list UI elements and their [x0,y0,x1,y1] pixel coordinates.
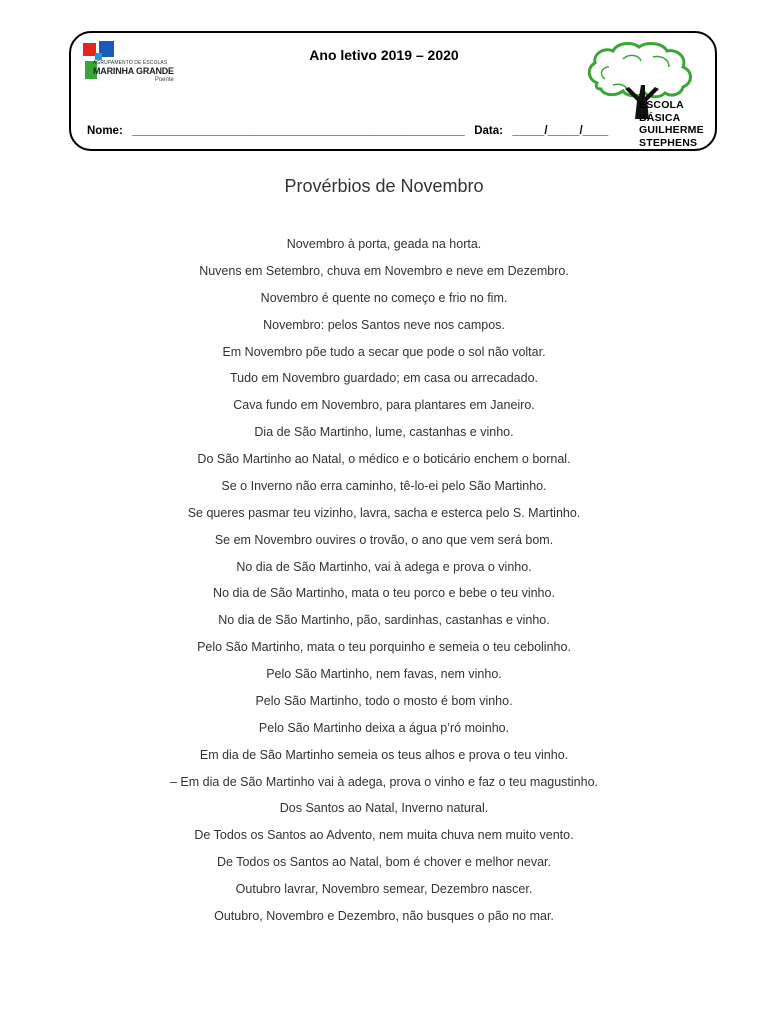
name-field[interactable]: ____________________________________________________ [132,125,465,137]
proverb-item: No dia de São Martinho, mata o teu porco e bebe o teu vinho. [213,586,555,601]
proverb-item: Outubro lavrar, Novembro semear, Dezembro nascer. [235,882,533,896]
proverb-item: Novembro à porta, geada na horta. [286,237,482,251]
logo-line-2: MARINHA GRANDE [93,66,174,76]
proverb-item: Pelo São Martinho, mata o teu porquinho e semeia o teu cebolinho. [197,640,571,655]
logo-line-3: Poente [154,77,174,83]
proverb-item: No dia de São Martinho, pão, sardinhas, castanhas e vinho. [218,613,550,628]
proverb-item: Do São Martinho ao Natal, o médico e o boticário enchem o bornal. [197,452,571,466]
school-year: Ano letivo 2019 – 2020 [309,47,459,63]
page-title: Provérbios de Novembro [284,176,484,196]
proverb-item: Se queres pasmar teu vizinho, lavra, sacha e esterca pelo S. Martinho. [187,505,581,520]
logo-line-1: AGRUPAMENTO DE ESCOLAS [93,60,168,66]
proverb-item: Novembro é quente no começo e frio no fim. [260,290,508,305]
proverb-item: Pelo São Martinho, nem favas, nem vinho. [266,667,502,681]
school-name-line-4: STEPHENS [639,136,698,149]
agrupamento-logo-text [93,61,174,83]
proverb-item: Dia de São Martinho, lume, castanhas e vinho. [254,425,514,440]
tree-canopy-inner [602,55,669,89]
proverb-item: Nuvens em Setembro, chuva em Novembro e neve em Dezembro. [199,263,569,278]
proverb-item: De Todos os Santos ao Natal, bom é chover e melhor nevar. [217,855,551,870]
proverb-item: – Em dia de São Martinho vai à adega, prova o vinho e faz o teu magustinho. [169,774,599,789]
proverb-item: Cava fundo em Novembro, para plantares em Janeiro. [233,398,535,413]
worksheet-header [69,31,717,151]
proverb-item: Em dia de São Martinho semeia os teus alhos e prova o teu vinho. [199,747,569,762]
date-field[interactable]: _____/_____/____ [512,125,609,137]
proverb-item: Em Novembro põe tudo a secar que pode o sol não voltar. [222,344,546,359]
proverb-item: Pelo São Martinho, todo o mosto é bom vinho. [255,693,513,708]
school-name-line-3: GUILHERME [639,124,704,136]
school-logo [583,39,719,157]
name-label: Nome: [87,125,123,137]
name-date-row [87,125,608,137]
proverb-item: Tudo em Novembro guardado; em casa ou arrecadado. [229,371,539,386]
school-name-line-2: BÁSICA [639,111,681,124]
proverb-item: No dia de São Martinho, vai à adega e prova o vinho. [236,559,532,574]
proverb-item: De Todos os Santos ao Advento, nem muita chuva nem muito vento. [194,828,574,843]
tree-canopy-outline [589,44,690,97]
proverb-item: Dos Santos ao Natal, Inverno natural. [279,801,489,816]
school-name [639,99,704,149]
proverbs-list [0,234,768,933]
school-name-line-1: ESCOLA [639,99,684,111]
proverb-item: Se o Inverno não erra caminho, tê-lo-ei pelo São Martinho. [221,478,547,493]
proverb-item: Novembro: pelos Santos neve nos campos. [263,317,505,332]
proverb-item: Pelo São Martinho deixa a água p’ró moinho. [258,720,510,735]
date-label: Data: [474,125,503,137]
proverb-item: Outubro, Novembro e Dezembro, não busques o pão no mar. [214,908,554,923]
proverb-item: Se em Novembro ouvires o trovão, o ano que vem será bom. [214,532,554,547]
